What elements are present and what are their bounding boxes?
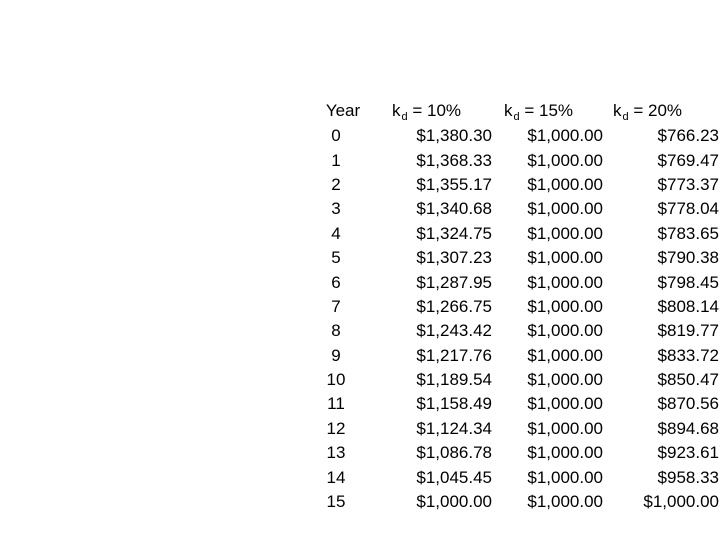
value-kd-20-cell: $790.38 [657, 248, 719, 268]
table-row [300, 490, 719, 514]
header-year: Year [325, 101, 361, 120]
year-cell: 1 [331, 150, 341, 170]
value-kd-10-cell: $1,045.45 [416, 467, 492, 487]
value-kd-10-cell: $1,355.17 [416, 174, 492, 194]
header-kd-20-subscript: d [622, 111, 629, 123]
value-kd-15-cell: $1,000.00 [527, 223, 603, 243]
table-row [300, 319, 719, 343]
value-kd-10-cell: $1,340.68 [416, 199, 492, 219]
value-kd-10-cell: $1,124.34 [416, 418, 492, 438]
value-kd-20-cell: $808.14 [657, 296, 719, 316]
value-kd-10-cell: $1,287.95 [416, 272, 492, 292]
value-kd-20-cell: $769.47 [657, 150, 719, 170]
value-kd-15-cell: $1,000.00 [527, 492, 603, 512]
year-cell: 10 [326, 370, 346, 390]
year-cell: 3 [331, 199, 341, 219]
table-row [300, 124, 719, 148]
value-kd-20-cell: $833.72 [657, 345, 719, 365]
table-row [300, 246, 719, 270]
header-kd-20-rate: = 20% [628, 101, 683, 120]
year-cell: 13 [326, 443, 346, 463]
table-row [300, 270, 719, 294]
table-body [300, 124, 719, 514]
value-kd-10-cell: $1,324.75 [416, 223, 492, 243]
table-row [300, 465, 719, 489]
header-row [300, 98, 719, 124]
year-cell: 0 [331, 126, 341, 146]
value-kd-15-cell: $1,000.00 [527, 272, 603, 292]
value-kd-10-cell: $1,000.00 [416, 492, 492, 512]
table-row [300, 368, 719, 392]
value-kd-10-cell: $1,217.76 [416, 345, 492, 365]
value-kd-10-cell: $1,380.30 [416, 126, 492, 146]
year-cell: 2 [331, 174, 341, 194]
value-kd-15-cell: $1,000.00 [527, 443, 603, 463]
table-row [300, 441, 719, 465]
value-kd-10-cell: $1,086.78 [416, 443, 492, 463]
year-cell: 15 [326, 492, 346, 512]
year-cell: 14 [326, 467, 346, 487]
year-cell: 4 [331, 223, 341, 243]
value-kd-15-cell: $1,000.00 [527, 321, 603, 341]
year-cell: 11 [327, 394, 345, 414]
value-kd-20-cell: $798.45 [657, 272, 719, 292]
value-kd-20-cell: $1,000.00 [643, 492, 719, 512]
value-kd-15-cell: $1,000.00 [527, 126, 603, 146]
header-kd-15-subscript: d [513, 111, 520, 123]
header-kd-15 [492, 98, 603, 124]
year-cell: 5 [331, 248, 341, 268]
value-kd-15-cell: $1,000.00 [527, 150, 603, 170]
value-kd-15-cell: $1,000.00 [527, 418, 603, 438]
year-cell: 6 [331, 272, 341, 292]
header-kd-10-symbol: k [392, 101, 401, 120]
value-kd-10-cell: $1,189.54 [416, 370, 492, 390]
value-kd-20-cell: $923.61 [657, 443, 719, 463]
year-cell: 8 [331, 321, 341, 341]
header-kd-20-symbol: k [613, 101, 622, 120]
value-kd-20-cell: $783.65 [657, 223, 719, 243]
value-kd-10-cell: $1,266.75 [416, 296, 492, 316]
table-row [300, 222, 719, 246]
value-kd-10-cell: $1,368.33 [416, 150, 492, 170]
value-kd-20-cell: $773.37 [657, 174, 719, 194]
value-kd-10-cell: $1,158.49 [416, 394, 492, 414]
year-cell: 12 [326, 418, 346, 438]
header-kd-10-rate: = 10% [407, 101, 462, 120]
table-row [300, 295, 719, 319]
value-kd-20-cell: $778.04 [657, 199, 719, 219]
value-kd-15-cell: $1,000.00 [527, 467, 603, 487]
header-kd-10 [386, 98, 492, 124]
value-kd-20-cell: $819.77 [657, 321, 719, 341]
value-kd-10-cell: $1,243.42 [416, 321, 492, 341]
value-kd-15-cell: $1,000.00 [527, 174, 603, 194]
value-kd-20-cell: $894.68 [657, 418, 719, 438]
header-kd-20 [603, 98, 719, 124]
bond-value-table [300, 98, 719, 514]
value-kd-20-cell: $850.47 [657, 370, 719, 390]
value-kd-15-cell: $1,000.00 [527, 296, 603, 316]
value-kd-15-cell: $1,000.00 [527, 345, 603, 365]
table-header [300, 98, 719, 124]
year-cell: 9 [331, 345, 341, 365]
table-row [300, 392, 719, 416]
table-row [300, 197, 719, 221]
year-cell: 7 [331, 296, 341, 316]
table-row [300, 344, 719, 368]
value-kd-15-cell: $1,000.00 [527, 248, 603, 268]
value-kd-20-cell: $870.56 [657, 394, 719, 414]
table-row [300, 417, 719, 441]
value-kd-15-cell: $1,000.00 [527, 370, 603, 390]
value-kd-20-cell: $766.23 [657, 126, 719, 146]
header-kd-15-symbol: k [504, 101, 513, 120]
value-kd-10-cell: $1,307.23 [416, 248, 492, 268]
header-kd-15-rate: = 15% [519, 101, 574, 120]
table-row [300, 148, 719, 172]
value-kd-15-cell: $1,000.00 [527, 394, 603, 414]
value-kd-20-cell: $958.33 [657, 467, 719, 487]
table-row [300, 173, 719, 197]
value-kd-15-cell: $1,000.00 [527, 199, 603, 219]
header-kd-10-subscript: d [401, 111, 408, 123]
